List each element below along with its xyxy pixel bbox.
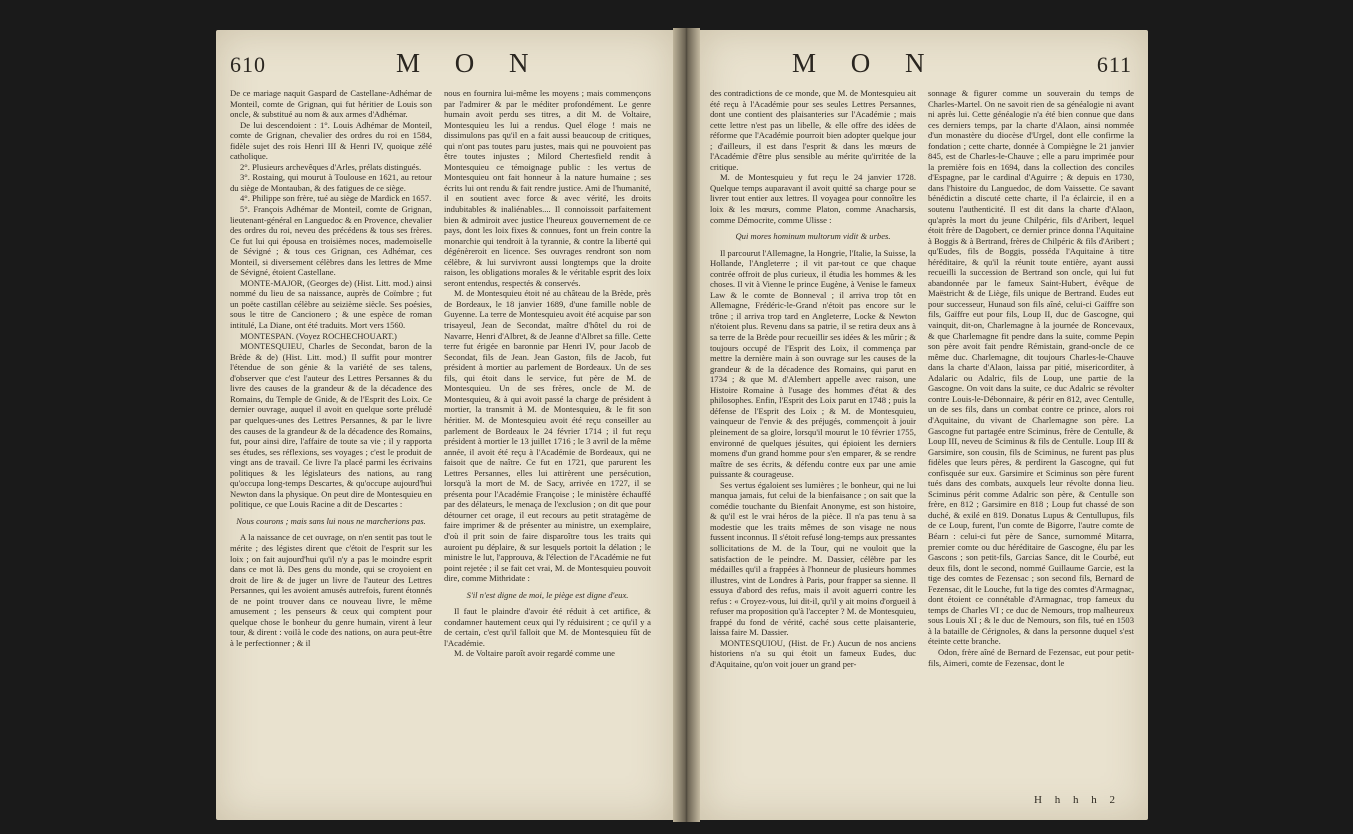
paragraph: 2°. Plusieurs archevêques d'Arles, prélats distingués.	[240, 161, 422, 172]
paragraph: De lui descendoient : 1°. Louis Adhémar de Monteil, comte de Grignan, chevalier des ordres du roi en 1584, fidèle sujet des rois Henri III & Henri IV, quoique zélé catholique.	[230, 119, 432, 162]
paragraph: Il faut le plaindre d'avoir été réduit à cet artifice, & condamner hautement ceux qui l'y réduisirent ; ce qu'il y a de certain, c'est qu'il falloit que M. de Montesquieu fût de l'Académie.	[444, 606, 651, 648]
left-column-2	[444, 88, 651, 659]
left-page	[216, 30, 673, 820]
paragraph: M. de Voltaire paroît avoir regardé comme une	[454, 648, 615, 659]
paragraph: MONTE-MAJOR, (Georges de) (Hist. Litt. mod.) ainsi nommé du lieu de sa naissance, auprès de Coïmbre ; fut un poëte castillan célèbre au seizième siècle. Ses poésies, sous le titre de Cancionero ; & une espèce de roman intitulé, La Diane, ont été traduits. Mort vers 1560.	[230, 277, 432, 331]
right-page	[700, 30, 1148, 820]
left-page-number: 610	[230, 52, 266, 77]
right-column-2	[928, 88, 1134, 668]
right-column-1	[710, 88, 916, 670]
right-running-head	[700, 48, 1148, 80]
paragraph: Odon, frère aîné de Bernard de Fezensac, eut pour petit-fils, Aimeri, comte de Fezensac, dont le	[928, 646, 1134, 668]
paragraph: 5°. François Adhémar de Monteil, comte de Grignan, lieutenant-général en Languedoc & en Provence, chevalier des ordres du roi, neveu des précédens & tous ses frères. Ce fut lui qui épousa en troisièmes noces, mademoiselle de Sévigné ; & tous ces Grignan, ces Adhémar, ces Monteil, si diversement célèbres dans les lettres de Mme de Sévigné, étoient Castellane.	[230, 204, 432, 278]
paragraph: M. de Montesquieu y fut reçu le 24 janvier 1728. Quelque temps auparavant il avoit quitté sa charge pour se livrer tout entier aux lettres. Il voyagea pour connoître les loix & les mœurs, comme Platon, comme Anacharsis, comme Démocrite, comme Ulisse :	[710, 172, 916, 225]
book-gutter	[673, 28, 700, 822]
paragraph: Il parcourut l'Allemagne, la Hongrie, l'Italie, la Suisse, la Hollande, l'Angleterre ; il vit par-tout ce que chaque contrée offroit de plus curieux, il étudia les hommes & les choses. Il vit à Vienne le prince Eugène, à Venise le fameux Law & le comte de Bonneval ; il arriva trop tôt en Allemagne, Frédéric-le-Grand n'étoit pas encore sur le trône ; il arriva trop tard en Angleterre, Locke & Newton n'étoient plus. Revenu dans sa patrie, il se retira deux ans à sa terre de la Brède pour recueillir ses idées & les mûrir ; & toujours occupé de l'Esprit des Loix, il commença par mettre la dernière main à son ouvrage sur les causes de la grandeur & de la décadence des Romains, qui parut en 1734 ; & que M. d'Alembert appelle avec raison, une Histoire Romaine à l'usage des hommes d'état & des philosophes. Enfin, l'Esprit des Loix parut en 1748 ; puis la défense de l'Esprit des Loix ; & M. de Montesquieu, vainqueur de l'envie & des préjugés, commençoit à jouir pleinement de sa gloire, lorsqu'il mourut le 10 février 1755, environné de quelques jésuites, qui épioient les derniers momens d'un grand homme pour s'en emparer, & se rendre maître de ses écrits, & défendu contre eux par une amie puissante & courageuse.	[710, 247, 916, 480]
paragraph: M. de Montesquieu étoit né au château de la Brède, près de Bordeaux, le 18 janvier 1689, d'une famille noble de Guyenne. La terre de Montesquieu avoit été acquise par son trisayeul, Jean de Secondat, maître d'hôtel du roi de Navarre, Henri d'Albret, & de Jeanne d'Albret sa fille. Cette terre fut érigée en baronnie par Henri IV, pour Jacob de Secondat, fils de Jean. Jean Gaston, fils de Jacob, fut président à mortier au parlement de Bordeaux. Un de ses fils, qui étoit dans le service, fut père de M. de Montesquieu. Un de ses frères, oncle de M. de Montesquieu, & à qui avoit passé la charge de président à mortier, la transmit à M. de Montesquieu, & le fit son héritier. M. de Montesquieu avoit été reçu conseiller au parlement de Bordeaux le 24 février 1714 ; il fut reçu président à mortier le 13 juillet 1716 ; le 3 avril de la même année, il avoit été reçu à l'Académie de Bordeaux, qui ne faisoit que de naître. Ce fut en 1721, que parurent les Lettres Persannes, elles lui attirèrent une persécution, lorsqu'à la mort de M. de Sacy, arrivée en 1727, il se présenta pour l'Académie Françoise ; le ministère échauffé par des délateurs, le menaça de l'exclusion ; on dit que pour détourner cet orage, il eut recours au petit stratagème de faire imprimer & de présenter au ministre, un exemplaire, d'où il prit soin de faire disparoître tous les traits qui auroient pu déplaire, & sur lesquels portoit la délation ; le ministre le lut, l'approuva, & l'élection de l'Académie ne fut point rejetée ; il se fait cet vrai, M. de Montesquieu pouvoit dire, comme Mithridate :	[444, 288, 651, 584]
paragraph: 3°. Rostaing, qui mourut à Toulouse en 1621, au retour du siège de Montauban, & des fatigues de ce siège.	[230, 172, 432, 193]
paragraph: nous en fournira lui-même les moyens ; mais commençons par l'admirer & par le méditer profondément. Le genre humain avoit perdu ses titres, a dit M. de Voltaire, Montesquieu les lui a rendus. Quel éloge ! mais ne dissimulons pas qu'il en a fait aussi beaucoup de critiques, qui n'ont pas toutes paru justes, mais qui ne pouvoient pas être toutes injustes ; Milord Chertesfield rendit à Montesquieu ce témoignage public : les vertus de Montesquieu ont fait honneur à la nature humaine ; ses écrits lui ont rendu & fait rendre justice. Ami de l'humanité, il en soutient avec force & avec vérité, les droits indubitables & inaliénables.... Il connoissoit parfaitement bien & admiroit avec justice l'heureux gouvernement de ce pays, dont les loix fixes & connues, font un frein contre la monarchie qui tendroit à la tyrannie, & contre la liberté qui dégénèreroit en licence. Ses ouvrages rendront son nom célèbre, & lui survivront aussi longtemps que la droite raison, les obligations morales & le véritable esprit des loix seront entendus, respectés & conservés.	[444, 88, 651, 288]
paragraph: De ce mariage naquit Gaspard de Castellane-Adhémar de Monteil, comte de Grignan, qui fut héritier de Louis son oncle, & substitué au nom & aux armes d'Adhémar.	[230, 88, 432, 120]
left-head-word-1: M O N	[396, 48, 543, 78]
paragraph: Ses vertus égaloient ses lumières ; le bonheur, qui ne lui manqua jamais, fut celui de la bienfaisance ; on sait que la comédie touchante du Bienfait Anonyme, est son histoire, & qu'il est le vrai héros de la pièce. Il n'a pas tenu à sa modestie que les traits mêmes de son visage ne nous fussent inconnus. Il s'étoit refusé long-temps aux pressantes sollicitations de M. de la Tour, qui ne vouloit que la satisfaction de le peindre. M. Dassier, célèbre par les médailles qu'il a frappées à l'honneur de plusieurs hommes illustres, vint de Londres à Paris, pour frapper sa sienne. Il essuya d'abord des refus, mais il avoit aguerri contre les refus : « Croyez-vous, lui dit-il, qu'il y ait moins d'orgueil à refuser ma proposition qu'à l'accepter ? M. de Montesquieu, frappé du fond de vérité, caché sous cette plaisanterie, laissa faire M. Dassier.	[710, 479, 916, 638]
paragraph: Nous courons ; mais sans lui nous ne marcherions pas.	[236, 515, 426, 526]
paragraph: MONTESQUIEU, Charles de Secondat, baron de la Brède & de) (Hist. Litt. mod.) Il suffit pour montrer l'étendue de son génie & la variété de ses talens, d'observer que c'est l'auteur des Lettres Persannes & du livre des causes de la grandeur & de la décadence des Romains, du Temple de Gnide, & de l'Esprit des Loix. Ce dernier ouvrage, auquel il avoit en quelque sorte préludé par quelques-unes des Lettres Persannes, & par le livre des causes de la grandeur & de la décadence des Romains, fut, pour ainsi dire, l'affaire de toute sa vie ; il y rapporta ses études, ses réflexions, ses voyages ; c'est le produit de vingt ans de travail. Ce livre l'a placé parmi les écrivains politiques & les législateurs des nations, au rang qu'occupa long-temps Descartes, & qu'occupe aujourd'hui Newton dans la physique. On peut dire de Montesquieu en politique, ce que Louis Racine a dit de Descartes :	[230, 341, 432, 510]
left-column-1	[230, 88, 432, 648]
paragraph: Qui mores hominum multorum vidit & urbes.	[735, 231, 891, 242]
paragraph: MONTESPAN. (Voyez ROCHECHOUART.)	[240, 330, 397, 341]
paragraph: sonnage & figurer comme un souverain du temps de Charles-Martel. On ne savoit rien de sa généalogie ni avant ni après lui. Cette généalogie n'a été bien connue que dans ces derniers temps, par la charte d'Alaon, ainsi nommée d'un monastère du diocèse d'Urgel, dont elle confirme la fondation ; cette charte, donnée à Compiègne le 21 janvier 845, est de Charles-le-Chauve ; elle a paru imprimée pour la première fois en 1694, dans la collection des conciles d'Espagne, par le cardinal d'Aguirre ; & depuis en 1730, dans l'histoire du Languedoc, de dom Vaissette. Ce savant bénédictin a discuté cette charte, il l'a éclaircie, il en a soutenu l'authenticité. Il est dit dans la charte d'Alaon, qu'après la mort du jeune Chilpéric, fils d'Aribert, lequel étoit frère de Dagobert, ce dernier prince donna l'Aquitaine à Boggis & à Bertrand, frères de Chilpéric & fils d'Aribert ; qu'Eudes, fils de Boggis, posséda l'Aquitaine à titre héréditaire, & qu'il la réunit toute entière, ayant aussi recueilli la succession de Bertrand son oncle, qui lui fut abandonnée par le fameux Saint-Hubert, évêque de Maëstricht & de Liège, fils unique de Bertrand. Eudes eut pour successeur, Hunaud son fils aîné, celui-ci Gaïffre son fils, Gaïffre eut pour fils, Loup II, duc de Gascogne, qui vainquit, dit-on, Charlemagne à la journée de Roncevaux, & que Charlemagne fit pendre dans la suite, comme Pepin son père avoit fait pendre Rémistain, grand-oncle de ce même duc. Charlemagne, dit toujours Charles-le-Chauve dans la charte d'Alaon, laissa par pitié, misericorditer, à Adalaric ou Adalric, fils de Loup, une partie de la Gascogne. On voit dans la suite, ce duc Adalric se révolter contre Louis-le-Débonnaire, & périr en 812, avec Centulle, un de ses fils, dans un combat contre ce prince, alors roi d'Aquitaine, du vivant de Charlemagne son père. La Gascogne fut partagée entre Sciminus, frère de Centulle, & Loup III, neveu de Sciminus & fils de Centulle. Loup III & Garsimire, son cousin, fils de Sciminus, ne furent pas plus fidèles que leurs pères, & perdirent la Gascogne, qui fut confisquée sur eux. Garsimire et Sciminus son père furent tués dans des combats, auxquels leur révolte donna lieu. Sciminus périt comme Adalric son père, & Centulle son frère, en 812 ; Garsimire en 818 ; Loup fut chassé de son duché, & exilé en 819. Donatus Lupus & Centullupus, fils de ce Loup, furent, l'un comte de Bigorre, l'autre comte de Béarn : celui-ci fut père de Sance, surnommé Mitarra, premier comte ou duc héréditaire de Gascogne, élu par les Gascons ; son petit-fils, Garcias Sance, dit le Courbé, eut deux fils, dont le second, nommé Guillaume Garcie, est la tige des comtes de Fezensac ; son second fils, Bernard de Fezensac, dit le Louche, fut la tige des comtes d'Armagnac, dont étoient ce connétable d'Armagnac, trop fameux du temps de Charles VI ; ce duc de Nemours, trop malheureux sous Louis XI ; & le duc de Nemours, son fils, tué en 1503 à la bataille de Cérignoles, & dans la personne duquel s'est éteinte cette branche.	[928, 88, 1134, 647]
paragraph: S'il n'est digne de moi, le piège est digne d'eux.	[466, 589, 629, 600]
paragraph: des contradictions de ce monde, que M. de Montesquieu ait été reçu à l'Académie pour ses seules Lettres Persannes, dont une contient des plaisanteries sur l'Académie ; mais cette lettre n'est pas un libelle, & elle offre des idées de réforme que l'Académie pourroit bien adopter quelque jour ; d'ailleurs, il est dans l'esprit & dans les mœurs de l'Académie d'être plus sensible au mérite qu'irritée de la critique.	[710, 88, 916, 172]
right-head-word: M O N	[792, 48, 939, 78]
paragraph: 4°. Philippe son frère, tué au siège de Mardick en 1657.	[240, 193, 432, 204]
paragraph: A la naissance de cet ouvrage, on n'en sentit pas tout le mérite ; des légistes dirent que c'étoit de l'esprit sur les loix ; on fait aujourd'hui qu'il n'y a pas le moindre esprit dans ce mot là. Des gens du monde, qui se croyoient en droit de lire & de juger un livre de l'auteur des Lettres Persannes, qui les avoient amusés autrefois, furent étonnés de ne point trouver dans ce nouveau livre, le même amusement ; les penseurs & ceux qui comptent pour quelque chose le bonheur du genre humain, virent à leur tour, & dirent : voilà le code des nations, on aura peut-être à le perfectionner ; & il	[230, 532, 432, 648]
paragraph: MONTESQUIOU, (Hist. de Fr.) Aucun de nos anciens historiens n'a su qui étoit un fameux Eudes, duc d'Aquitaine, qu'on voit jouer un grand per-	[710, 637, 916, 669]
right-page-number: 611	[1096, 52, 1132, 77]
signature-mark: H h h h 2	[1034, 794, 1120, 806]
left-running-head	[216, 48, 673, 80]
